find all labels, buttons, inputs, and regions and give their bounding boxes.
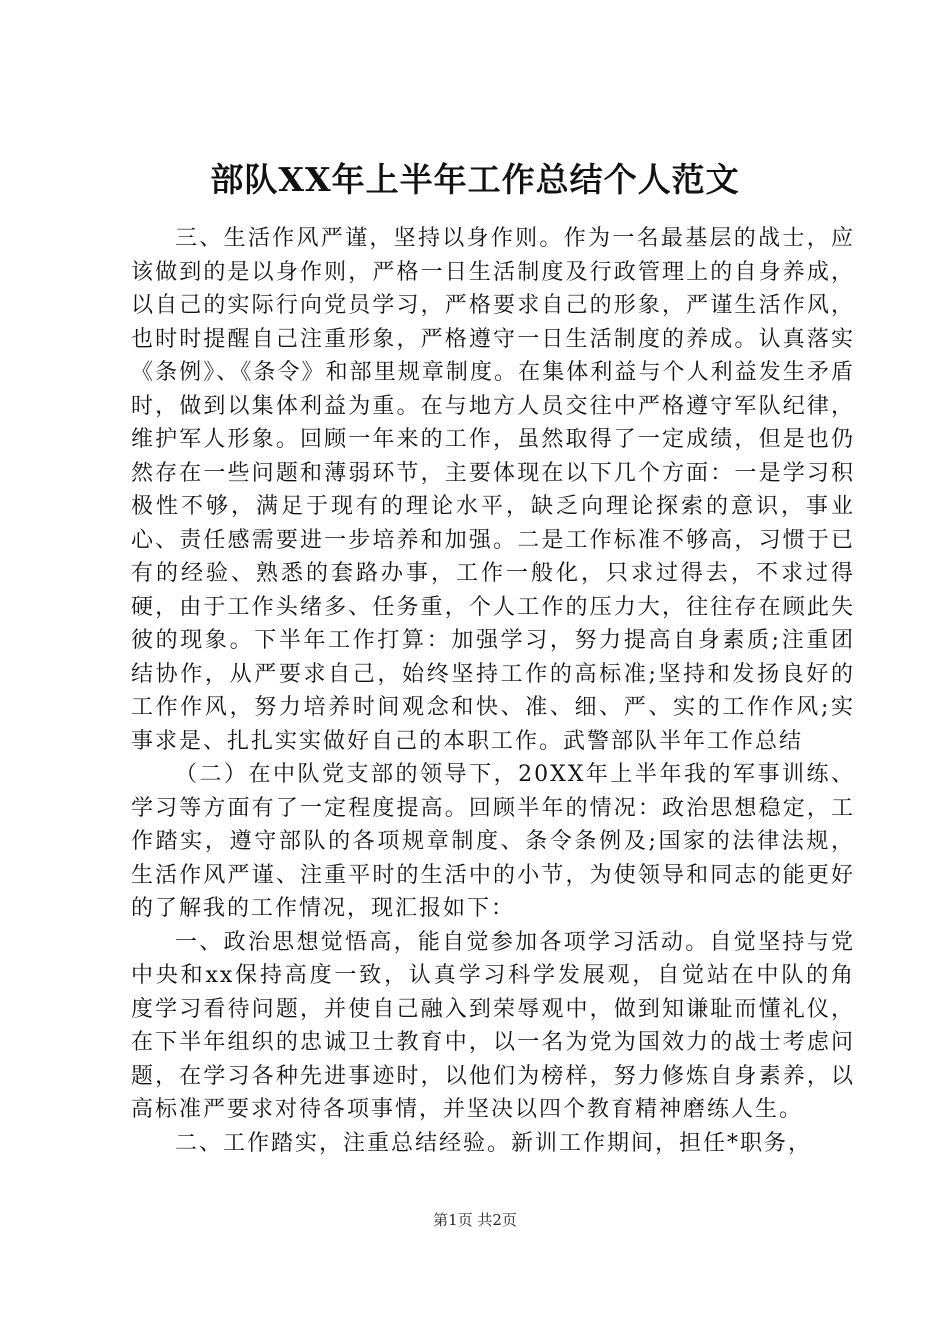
- document-title: 部队XX年上半年工作总结个人范文: [210, 160, 740, 199]
- paragraph-intro: （二）在中队党支部的领导下，20XX年上半年我的军事训练、学习等方面有了一定程度提高。回顾半年的情况：政治思想稳定，工作踏实，遵守部队的各项规章制度、条令条例及;国家的法律法规，生活作风严谨、注重平时的生活中的小节，为使领导和同志的能更好的了解我的工作情况，现汇报如下：: [131, 762, 855, 921]
- paragraph-political: 一、政治思想觉悟高，能自觉参加各项学习活动。自觉坚持与党中央和xx保持高度一致，认真学习科学发展观，自觉站在中队的角度学习看待问题，并使自己融入到荣辱观中，做到知谦耻而懂礼仪，在下半年组织的忠诚卫士教育中，以一名为党为国效力的战士考虑问题，在学习各种先进事迹时，以他们为榜样，努力修炼自身素养，以高标准严要求对待各项事情，并坚决以四个教育精神磨练人生。: [131, 929, 855, 1122]
- paragraph-life-style: 三、生活作风严谨，坚持以身作则。作为一名最基层的战士，应该做到的是以身作则，严格一日生活制度及行政管理上的自身养成，以自己的实际行向党员学习，严格要求自己的形象，严谨生活作风，也时时提醒自己注重形象，严格遵守一日生活制度的养成。认真落实《条例》、《条令》和部里规章制度。在集体利益与个人利益发生矛盾时，做到以集体利益为重。在与地方人员交往中严格遵守军队纪律，维护军人形象。回顾一年来的工作，虽然取得了一定成绩，但是也仍然存在一些问题和薄弱环节，主要体现在以下几个方面：一是学习积极性不够，满足于现有的理论水平，缺乏向理论探索的意识，事业心、责任感需要进一步培养和加强。二是工作标准不够高，习惯于已有的经验、熟悉的套路办事，工作一般化，只求过得去，不求过得硬，由于工作头绪多、任务重，个人工作的压力大，往往存在顾此失彼的现象。下半年工作打算：加强学习，努力提高自身素质;注重团结协作，从严要求自己，始终坚持工作的高标准;坚持和发扬良好的工作作风，努力培养时间观念和快、准、细、严、实的工作作风;实事求是、扎扎实实做好自己的本职工作。武警部队半年工作总结: [131, 226, 855, 754]
- document-body: [131, 222, 855, 1160]
- paragraph-work: 二、工作踏实，注重总结经验。新训工作期间，担任*职务，: [175, 1130, 813, 1156]
- page-footer: 第1页 共2页: [433, 1211, 517, 1229]
